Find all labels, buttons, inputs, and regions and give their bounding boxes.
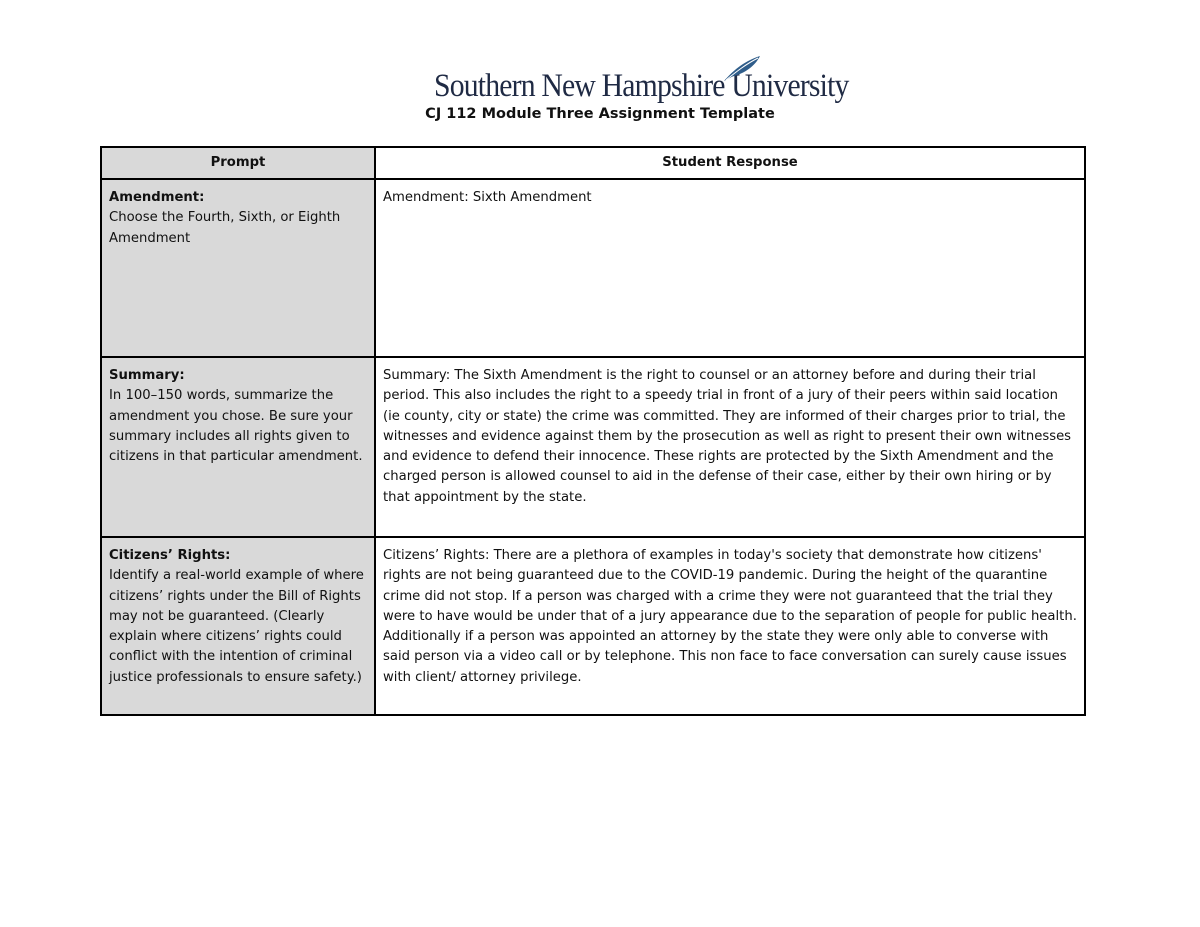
prompt-instructions: Identify a real-world example of where citizens’ rights under the Bill of Rights may not be guaranteed. (Clearly explain where citizens’ rights could conflict with the intention of criminal justice professionals to ensure safety.)	[109, 568, 364, 685]
prompt-column-header: Prompt	[101, 147, 375, 179]
prompt-label: Summary:	[109, 368, 185, 383]
table-header-row	[101, 147, 1085, 179]
university-logo	[434, 54, 849, 106]
table-row	[101, 179, 1085, 357]
prompt-label: Citizens’ Rights:	[109, 548, 231, 563]
response-column-header: Student Response	[375, 147, 1085, 179]
response-cell-summary: Summary: The Sixth Amendment is the right to counsel or an attorney before and during their trial period. This also includes the right to a speedy trial in front of a jury of their peers within said location (ie county, city or state) the crime was committed. They are informed of their charges prior to trial, the witnesses and evidence against them by the prosecution as well as right to present their own witnesses and evidence to defend their innocence. These rights are protected by the Sixth Amendment and the charged person is allowed counsel to aid in the defense of their case, either by their own hiring or by that appointment by the state.	[375, 357, 1085, 537]
prompt-instructions: Choose the Fourth, Sixth, or Eighth Amendment	[109, 210, 341, 246]
response-cell-amendment: Amendment: Sixth Amendment	[375, 179, 1085, 357]
prompt-cell-citizens-rights	[101, 537, 375, 715]
response-cell-citizens-rights: Citizens’ Rights: There are a plethora of examples in today's society that demonstrate how citizens' rights are not being guaranteed due to the COVID-19 pandemic. During the height of the quarantine crime did not stop. If a person was charged with a crime they were not guaranteed that the trial they were to have would be under that of a jury appearance due to the separation of people for public health. Additionally if a person was appointed an attorney by the state they were only able to converse with said person via a video call or by telephone. This non face to face conversation can surely cause issues with client/ attorney privilege.	[375, 537, 1085, 715]
prompt-instructions: In 100–150 words, summarize the amendment you chose. Be sure your summary includes all rights given to citizens in that particular amendment.	[109, 388, 363, 465]
table-row	[101, 537, 1085, 715]
prompt-cell-summary	[101, 357, 375, 537]
quill-icon	[722, 54, 762, 82]
prompt-label: Amendment:	[109, 190, 205, 205]
university-name: Southern New Hampshire University	[434, 68, 849, 104]
assignment-table	[100, 146, 1086, 716]
table-row	[101, 357, 1085, 537]
document-title: CJ 112 Module Three Assignment Template	[425, 106, 775, 122]
prompt-cell-amendment	[101, 179, 375, 357]
